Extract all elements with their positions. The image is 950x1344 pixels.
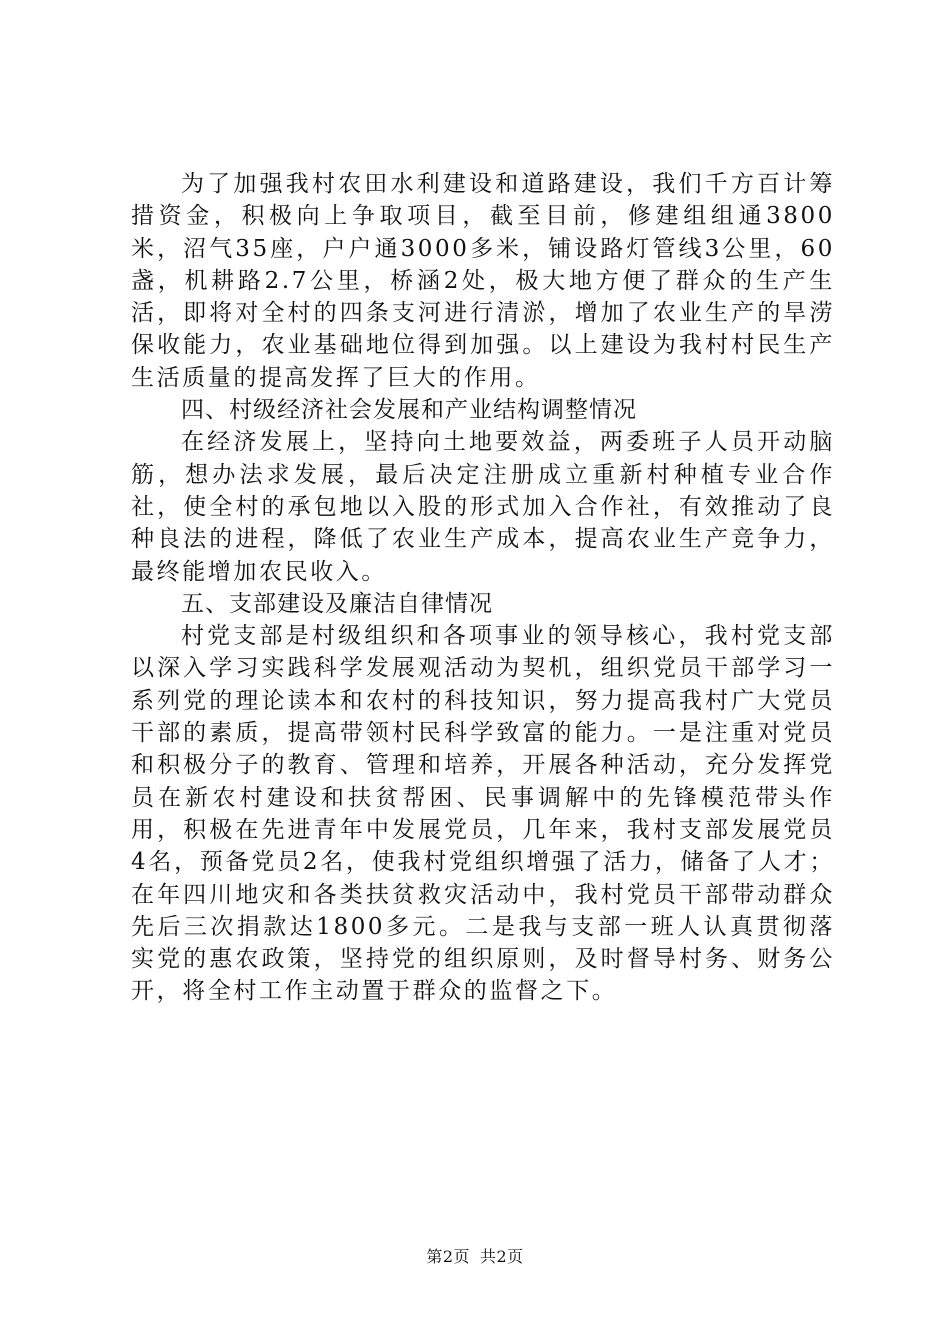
document-body: [131, 168, 835, 1008]
paragraph-economy: 在经济发展上，坚持向土地要效益，两委班子人员开动脑筋，想办法求发展，最后决定注册成立重新村种植专业合作社，使全村的承包地以入股的形式加入合作社，有效推动了良种良法的进程，降低了农业生产成本，提高农业生产竞争力，最终能增加农民收入。: [131, 429, 835, 585]
paragraph-infrastructure: 为了加强我村农田水利建设和道路建设，我们千方百计筹措资金，积极向上争取项目，截至目前，修建组组通3800米，沼气35座，户户通3000多米，铺设路灯管线3公里，60盏，机耕路2.7公里，桥涵2处，极大地方便了群众的生产生活，即将对全村的四条支河进行清淤，增加了农业生产的旱涝保收能力，农业基础地位得到加强。以上建设为我村村民生产生活质量的提高发挥了巨大的作用。: [131, 171, 835, 391]
page-footer: [0, 1244, 950, 1267]
page-total: 共2页: [480, 1247, 524, 1266]
section-heading-party-building: 五、支部建设及廉洁自律情况: [181, 590, 493, 617]
page-number: 第2页: [426, 1247, 470, 1266]
section-heading-economy: 四、村级经济社会发展和产业结构调整情况: [181, 397, 637, 424]
paragraph-party-building: 村党支部是村级组织和各项事业的领导核心，我村党支部以深入学习实践科学发展观活动为契机，组织党员干部学习一系列党的理论读本和农村的科技知识，努力提高我村广大党员干部的素质，提高带领村民科学致富的能力。一是注重对党员和积极分子的教育、管理和培养，开展各种活动，充分发挥党员在新农村建设和扶贫帮困、民事调解中的先锋模范带头作用，积极在先进青年中发展党员，几年来，我村支部发展党员4名，预备党员2名，使我村党组织增强了活力，储备了人才；在年四川地灾和各类扶贫救灾活动中，我村党员干部带动群众先后三次捐款达1800多元。二是我与支部一班人认真贯彻落实党的惠农政策，坚持党的组织原则，及时督导村务、财务公开，将全村工作主动置于群众的监督之下。: [131, 623, 835, 1005]
